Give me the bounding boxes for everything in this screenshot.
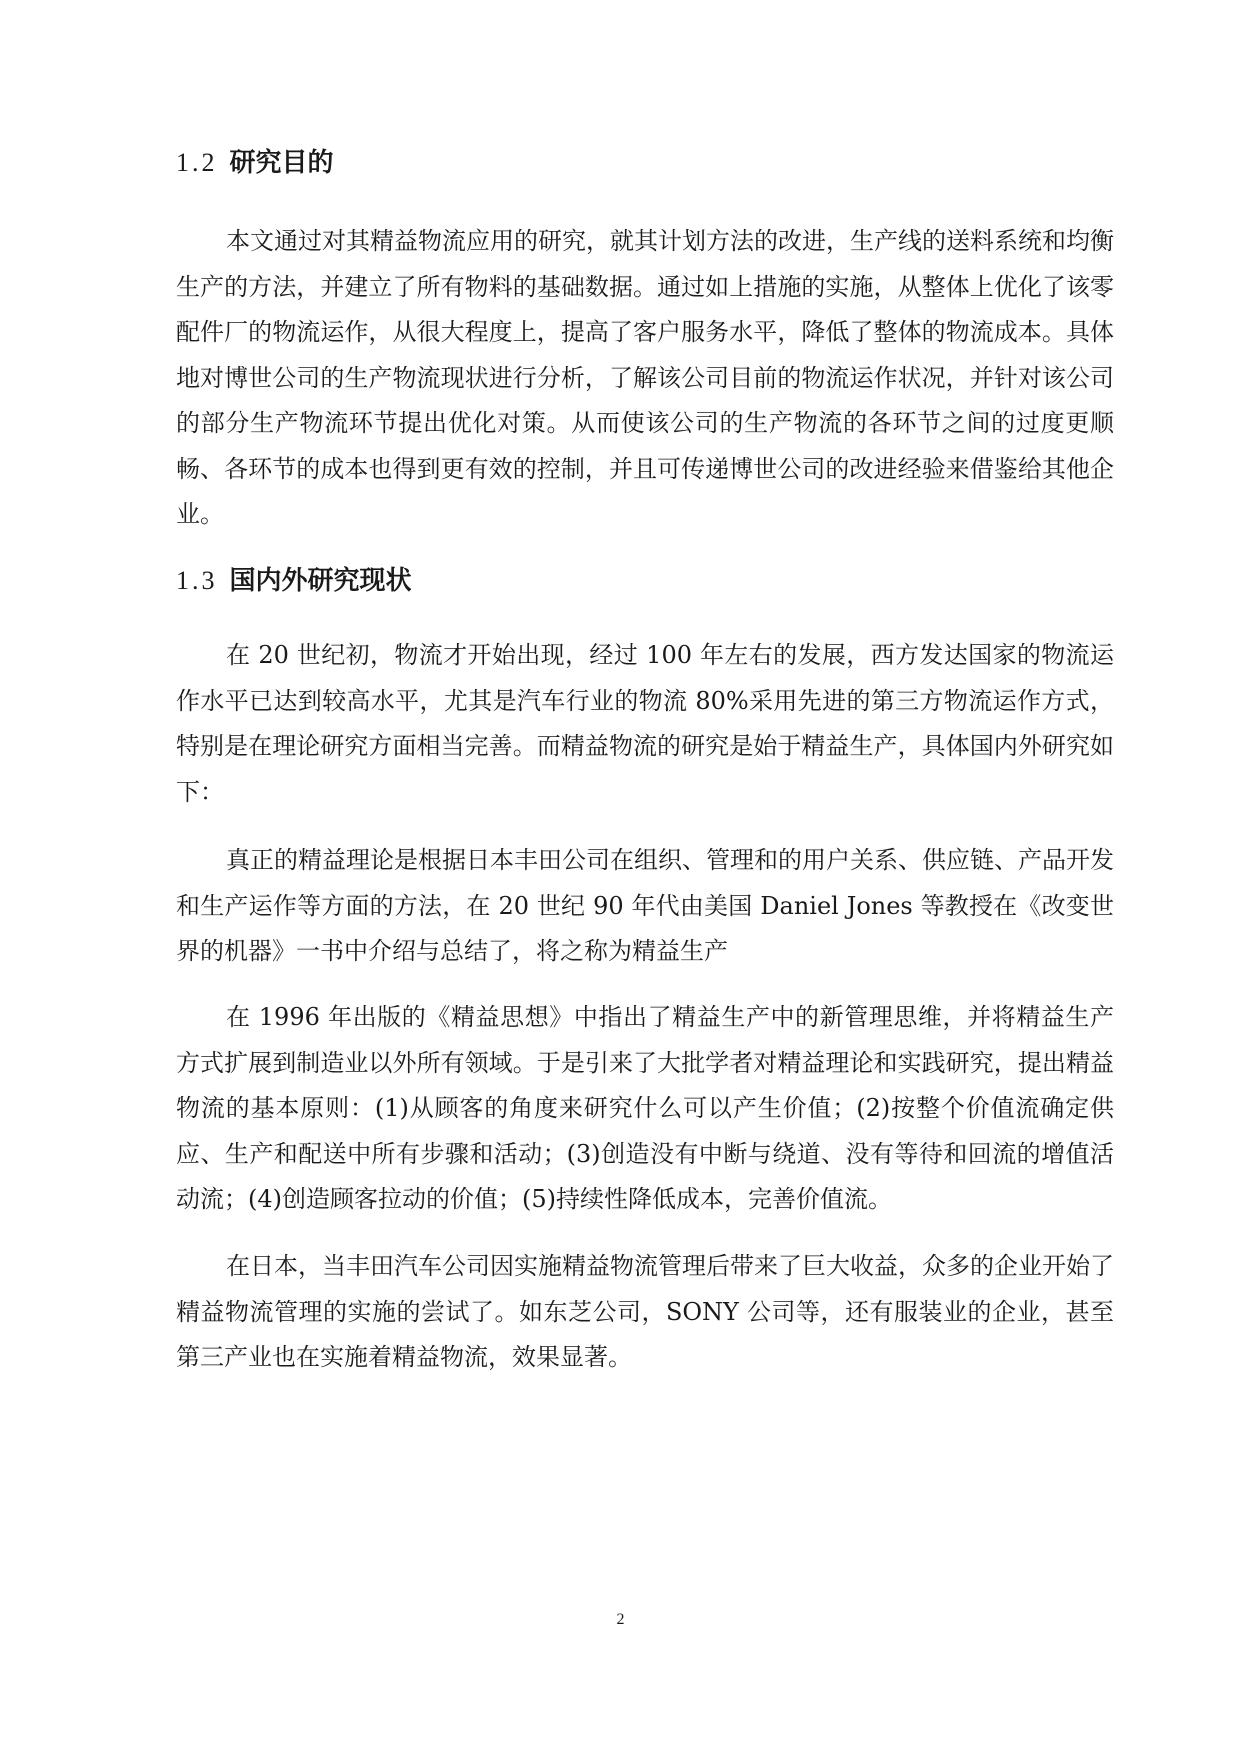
section-heading-1-3	[176, 563, 412, 599]
paragraph: 在 1996 年出版的《精益思想》中指出了精益生产中的新管理思维，并将精益生产方式扩展到制造业以外所有领域。于是引来了大批学者对精益理论和实践研究，提出精益物流的基本原则：(1)从顾客的角度来研究什么可以产生价值；(2)按整个价值流确定供应、生产和配送中所有步骤和活动；(3)创造没有中断与绕道、没有等待和回流的增值活动流；(4)创造顾客拉动的价值；(5)持续性降低成本，完善价值流。	[176, 1003, 1114, 1213]
section-number: 1.3	[176, 566, 218, 595]
section-title: 研究目的	[229, 148, 334, 178]
paragraph: 在日本，当丰田汽车公司因实施精益物流管理后带来了巨大收益，众多的企业开始了精益物流管理的实施的尝试了。如东芝公司，SONY 公司等，还有服装业的企业，甚至第三产业也在实施着精益物流，效果显著。	[176, 1252, 1114, 1371]
paragraph: 在 20 世纪初，物流才开始出现，经过 100 年左右的发展，西方发达国家的物流运作水平已达到较高水平，尤其是汽车行业的物流 80%采用先进的第三方物流运作方式，特别是在理论研究方面相当完善。而精益物流的研究是始于精益生产，具体国内外研究如下：	[176, 641, 1114, 806]
paragraph: 真正的精益理论是根据日本丰田公司在组织、管理和的用户关系、供应链、产品开发和生产运作等方面的方法，在 20 世纪 90 年代由美国 Daniel Jones 等教授在《改变世界的机器》一书中介绍与总结了，将之称为精益生产	[176, 846, 1114, 965]
page-number: 2	[616, 1611, 625, 1628]
section-heading-1-2	[176, 145, 334, 181]
paragraph: 本文通过对其精益物流应用的研究，就其计划方法的改进，生产线的送料系统和均衡生产的方法，并建立了所有物料的基础数据。通过如上措施的实施，从整体上优化了该零配件厂的物流运作，从很大程度上，提高了客户服务水平，降低了整体的物流成本。具体地对博世公司的生产物流现状进行分析，了解该公司目前的物流运作状况，并针对该公司的部分生产物流环节提出优化对策。从而使该公司的生产物流的各环节之间的过度更顺畅、各环节的成本也得到更有效的控制，并且可传递博世公司的改进经验来借鉴给其他企业。	[176, 227, 1114, 528]
section-number: 1.2	[176, 148, 218, 177]
section-title: 国内外研究现状	[229, 566, 412, 596]
